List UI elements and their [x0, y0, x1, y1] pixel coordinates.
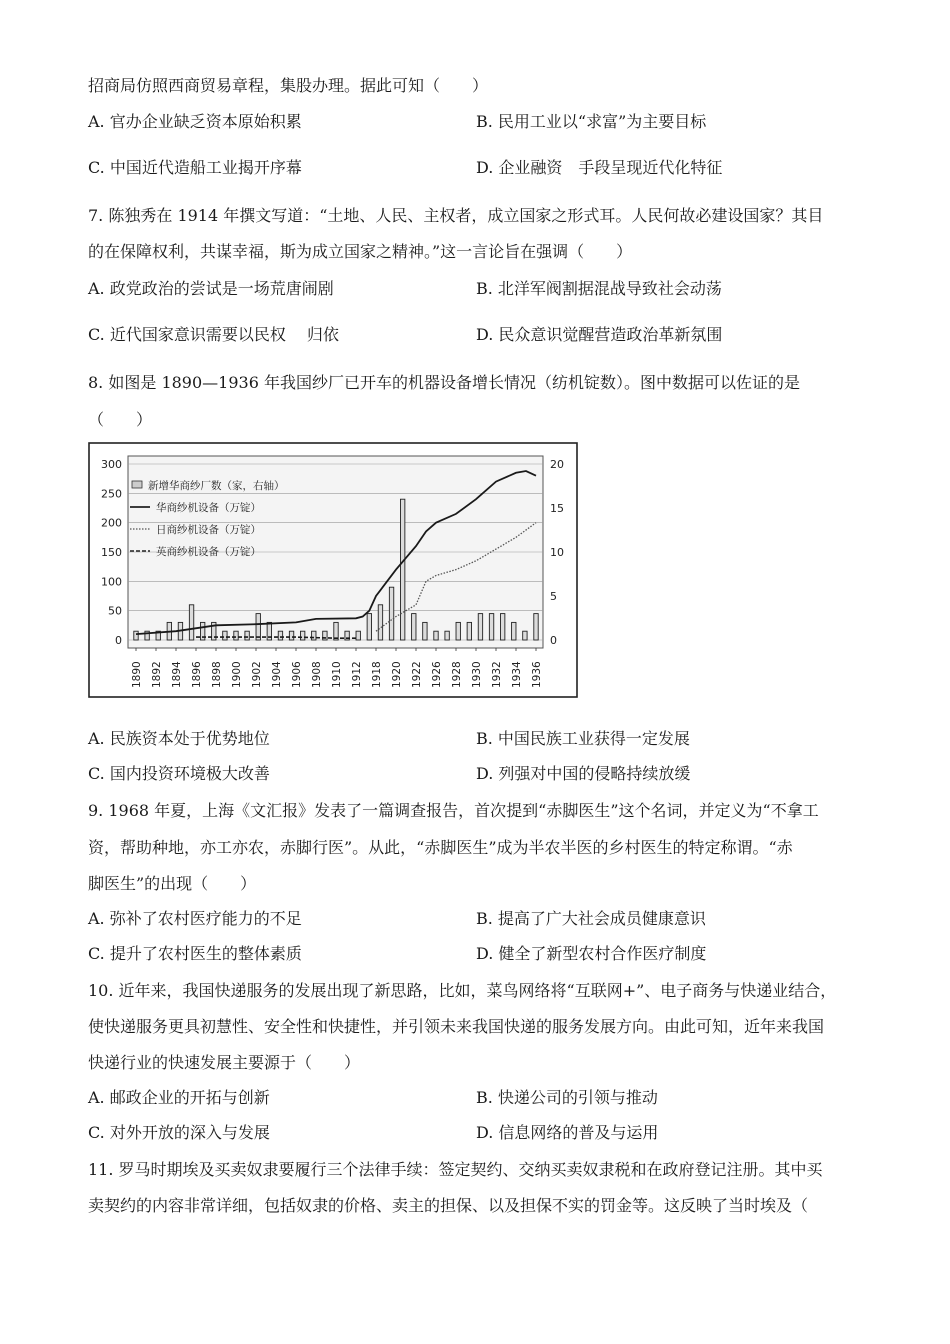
- bar-new-factories-27: [434, 631, 438, 640]
- y-right-tick-label-4: 20: [550, 458, 564, 471]
- q10-option-b[interactable]: B. 快递公司的引领与推动: [476, 1088, 658, 1107]
- q9-option-b[interactable]: B. 提高了广大社会成员健康意识: [476, 909, 706, 928]
- q7-stem-line2: 的在保障权利，共谋幸福，斯为成立国家之精神。”这一言论旨在强调（ ）: [88, 242, 633, 261]
- x-tick-label-19: 1934: [511, 661, 523, 688]
- x-tick-label-3: 1896: [191, 661, 203, 688]
- q6-option-d[interactable]: D. 企业融资 手段呈现近代化特征: [476, 158, 723, 177]
- x-tick-label-16: 1928: [451, 661, 463, 688]
- q9-stem-line1: 9. 1968 年夏，上海《文汇报》发表了一篇调查报告，首次提到“赤脚医生”这个名词，并定义为“不拿工: [88, 801, 819, 820]
- q6-option-a[interactable]: A. 官办企业缺乏资本原始积累: [88, 112, 302, 131]
- q9-stem-line3: 脚医生”的出现（ ）: [88, 874, 257, 893]
- x-tick-label-18: 1932: [491, 661, 503, 688]
- q6-stem: 招商局仿照西商贸易章程，集股办理。据此可知（ ）: [88, 76, 489, 95]
- x-tick-label-12: 1918: [371, 661, 383, 688]
- x-tick-label-14: 1922: [411, 661, 423, 688]
- x-tick-label-13: 1920: [391, 661, 403, 688]
- bar-new-factories-10: [245, 631, 249, 640]
- q6-option-b[interactable]: B. 民用工业以“求富”为主要目标: [476, 112, 707, 131]
- bar-new-factories-8: [223, 631, 227, 640]
- y-left-tick-label-1: 50: [108, 604, 122, 618]
- bar-new-factories-20: [356, 631, 360, 640]
- x-tick-label-5: 1900: [231, 661, 243, 688]
- q10-stem-line1: 10. 近年来，我国快递服务的发展出现了新思路，比如，菜鸟网络将“互联网+”、电子商务与快递业结合，: [88, 981, 837, 1000]
- bar-new-factories-30: [467, 622, 471, 640]
- q8-stem-line2: （ ）: [88, 410, 153, 429]
- legend-swatch-bars: [132, 481, 142, 488]
- q7-option-c[interactable]: C. 近代国家意识需要以民权 归依: [88, 325, 339, 344]
- y-right-tick-label-2: 10: [550, 546, 564, 559]
- y-right-tick-label-1: 5: [550, 590, 557, 603]
- bar-new-factories-24: [400, 499, 404, 640]
- bar-new-factories-23: [389, 587, 393, 640]
- y-right-tick-label-3: 15: [550, 502, 564, 515]
- bar-new-factories-26: [423, 622, 427, 640]
- x-tick-label-4: 1898: [211, 661, 223, 688]
- y-left-tick-label-2: 100: [101, 575, 122, 589]
- y-left-tick-label-6: 300: [101, 458, 122, 471]
- legend-label-british: 英商纱机设备（万锭）: [156, 546, 261, 558]
- q10-stem-line3: 快递行业的快速发展主要源于（ ）: [88, 1053, 361, 1072]
- bar-new-factories-35: [523, 631, 527, 640]
- chart-svg: [88, 442, 578, 698]
- q10-stem-line2: 使快递服务更具初慧性、安全性和快捷性，并引领未来我国快递的服务发展方向。由此可知，近年来我国: [88, 1017, 825, 1036]
- x-tick-label-8: 1906: [291, 661, 303, 688]
- bar-new-factories-5: [189, 605, 193, 640]
- y-right-tick-label-0: 0: [550, 634, 557, 647]
- q8-option-a[interactable]: A. 民族资本处于优势地位: [88, 729, 270, 748]
- bar-new-factories-22: [378, 605, 382, 640]
- q9-option-a[interactable]: A. 弥补了农村医疗能力的不足: [88, 909, 302, 928]
- bar-new-factories-9: [234, 631, 238, 640]
- bar-new-factories-15: [300, 631, 304, 640]
- x-tick-label-15: 1926: [431, 661, 443, 688]
- bar-new-factories-16: [312, 631, 316, 640]
- bar-new-factories-36: [534, 614, 538, 640]
- q11-stem-line2: 卖契约的内容非常详细，包括奴隶的价格、卖主的担保、以及担保不实的罚金等。这反映了当时埃及（: [88, 1196, 809, 1215]
- x-tick-label-1: 1892: [151, 661, 163, 688]
- q6-option-c[interactable]: C. 中国近代造船工业揭开序幕: [88, 158, 302, 177]
- bar-new-factories-34: [512, 622, 516, 640]
- q8-stem-line1: 8. 如图是 1890—1936 年我国纱厂已开车的机器设备增长情况（纺机锭数）。图中数据可以佐证的是: [88, 373, 800, 392]
- x-tick-label-10: 1910: [331, 661, 343, 688]
- y-left-tick-label-5: 250: [101, 487, 122, 501]
- q7-option-a[interactable]: A. 政党政治的尝试是一场荒唐闹剧: [88, 279, 334, 298]
- q10-option-d[interactable]: D. 信息网络的普及与运用: [476, 1123, 659, 1142]
- legend-label-japanese: 日商纱机设备（万锭）: [156, 524, 261, 536]
- x-tick-label-11: 1912: [351, 661, 363, 688]
- x-tick-label-17: 1930: [471, 661, 483, 688]
- spindle-growth-chart: [88, 442, 578, 698]
- q10-option-a[interactable]: A. 邮政企业的开拓与创新: [88, 1088, 270, 1107]
- q11-stem-line1: 11. 罗马时期埃及买卖奴隶要履行三个法律手续：签定契约、交纳买卖奴隶税和在政府登记注册。其中买: [88, 1160, 823, 1179]
- q8-option-b[interactable]: B. 中国民族工业获得一定发展: [476, 729, 690, 748]
- bar-new-factories-29: [456, 622, 460, 640]
- q7-option-b[interactable]: B. 北洋军阀割据混战导致社会动荡: [476, 279, 722, 298]
- bar-new-factories-0: [134, 631, 138, 640]
- y-left-tick-label-3: 150: [101, 546, 122, 559]
- legend-label-chinese: 华商纱机设备（万锭）: [156, 502, 261, 514]
- q9-option-d[interactable]: D. 健全了新型农村合作医疗制度: [476, 944, 707, 963]
- q7-option-d[interactable]: D. 民众意识觉醒营造政治革新氛围: [476, 325, 723, 344]
- bar-new-factories-31: [478, 614, 482, 640]
- bar-new-factories-33: [500, 614, 504, 640]
- x-tick-label-6: 1902: [251, 661, 263, 688]
- bar-new-factories-14: [289, 631, 293, 640]
- q8-option-c[interactable]: C. 国内投资环境极大改善: [88, 764, 270, 783]
- x-tick-label-9: 1908: [311, 661, 323, 688]
- bar-new-factories-25: [412, 614, 416, 640]
- q7-stem-line1: 7. 陈独秀在 1914 年撰文写道：“土地、人民、主权者，成立国家之形式耳。人民何故必建设国家？其目: [88, 206, 824, 225]
- q10-option-c[interactable]: C. 对外开放的深入与发展: [88, 1123, 270, 1142]
- x-tick-label-0: 1890: [131, 661, 143, 688]
- x-tick-label-20: 1936: [531, 661, 543, 688]
- legend-label-bars: 新增华商纱厂数（家，右轴）: [148, 480, 285, 492]
- x-tick-label-7: 1904: [271, 661, 283, 688]
- bar-new-factories-28: [445, 631, 449, 640]
- x-tick-label-2: 1894: [171, 661, 183, 688]
- bar-new-factories-32: [489, 614, 493, 640]
- q9-stem-line2: 资，帮助种地，亦工亦农，赤脚行医”。从此，“赤脚医生”成为半农半医的乡村医生的特定称谓。“赤: [88, 838, 793, 857]
- y-left-tick-label-0: 0: [115, 634, 122, 647]
- q9-option-c[interactable]: C. 提升了农村医生的整体素质: [88, 944, 302, 963]
- bar-new-factories-11: [256, 614, 260, 640]
- bar-new-factories-21: [367, 614, 371, 640]
- y-left-tick-label-4: 200: [101, 516, 122, 530]
- bar-new-factories-13: [278, 631, 282, 640]
- q8-option-d[interactable]: D. 列强对中国的侵略持续放缓: [476, 764, 691, 783]
